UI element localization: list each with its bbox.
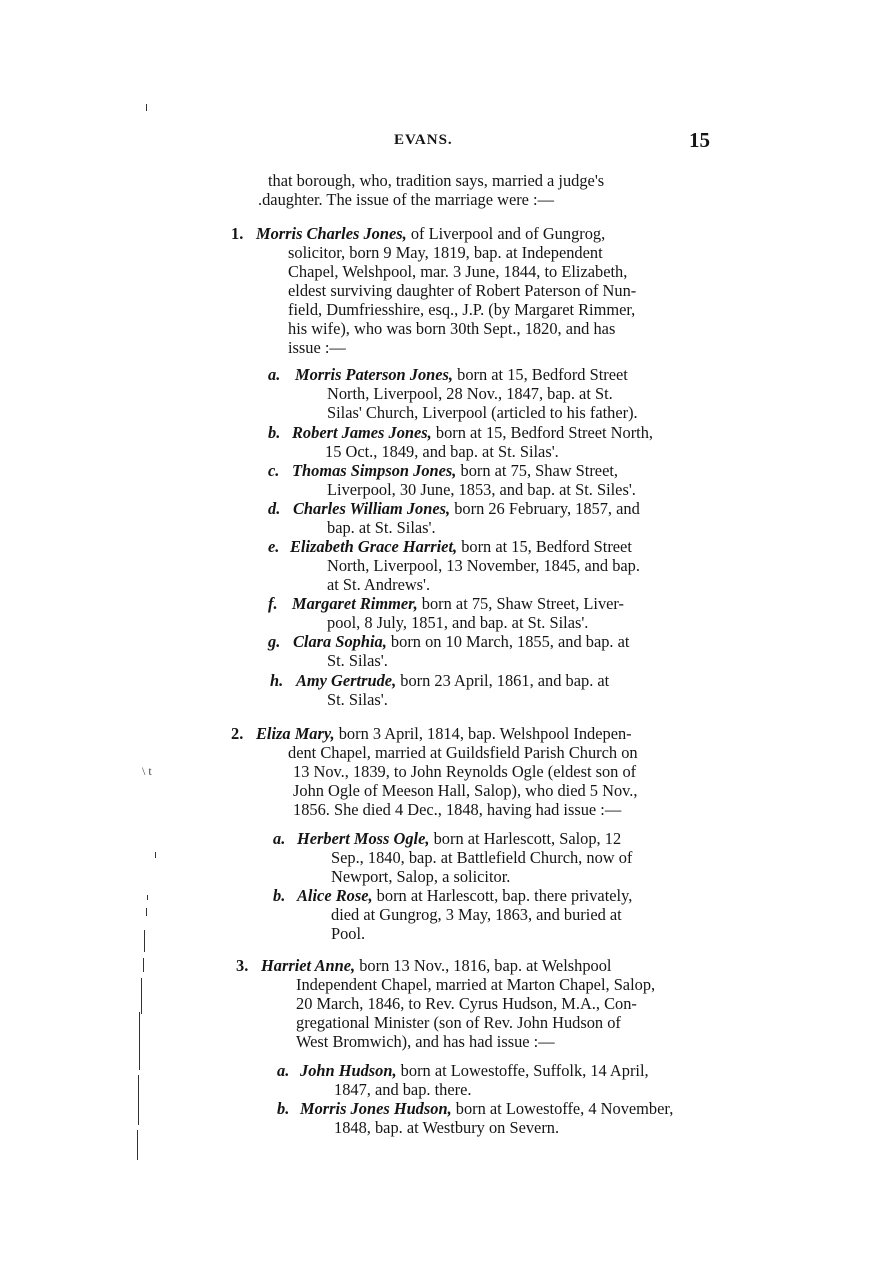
child-heading [295, 365, 628, 384]
entry-line: 13 Nov., 1839, to John Reynolds Ogle (eldest son of [293, 762, 637, 781]
child-text: born at 15, Bedford Street [457, 537, 632, 556]
child-heading [292, 594, 624, 613]
child-text: born 26 February, 1857, and [450, 499, 640, 518]
child-heading [292, 423, 653, 442]
child-line: Liverpool, 30 June, 1853, and bap. at St. Siles'. [327, 480, 636, 499]
child-letter: h. [270, 671, 284, 690]
person-name: Morris Charles Jones, [256, 224, 407, 243]
person-name: Harriet Anne, [261, 956, 356, 975]
child-text: born on 10 March, 1855, and bap. at [386, 632, 630, 651]
scan-mark [138, 1075, 139, 1125]
intro-line: .daughter. The issue of the marriage were :— [258, 190, 554, 209]
child-line: 1848, bap. at Westbury on Severn. [334, 1118, 560, 1137]
child-heading [297, 829, 621, 848]
child-line: St. Silas'. [327, 651, 388, 670]
child-letter: b. [277, 1099, 290, 1118]
entry-line: issue :— [288, 338, 346, 357]
person-name: Morris Paterson Jones, [295, 365, 454, 384]
child-text: born at 15, Bedford Street North, [431, 423, 654, 442]
child-heading [293, 632, 629, 651]
person-name: Herbert Moss Ogle, [297, 829, 430, 848]
running-head: EVANS. [394, 132, 453, 148]
person-name: Alice Rose, [297, 886, 373, 905]
child-heading [300, 1061, 649, 1080]
person-name: Thomas Simpson Jones, [292, 461, 457, 480]
entry-line: dent Chapel, married at Guildsfield Parish Church on [288, 743, 638, 762]
child-heading [290, 537, 632, 556]
entry-number: 2. [231, 724, 244, 743]
child-text: born at Lowestoffe, Suffolk, 14 April, [396, 1061, 649, 1080]
page-number: 15 [689, 128, 710, 152]
child-line: 1847, and bap. there. [334, 1080, 472, 1099]
child-letter: d. [268, 499, 281, 518]
entry-heading [261, 956, 611, 975]
child-letter: c. [268, 461, 280, 480]
child-line: Pool. [331, 924, 366, 943]
child-heading [292, 461, 618, 480]
child-text: born at 75, Shaw Street, Liver- [417, 594, 625, 613]
child-text: born at 15, Bedford Street [453, 365, 628, 384]
child-line: Newport, Salop, a solicitor. [331, 867, 511, 886]
entry-text: born 3 April, 1814, bap. Welshpool Indepen- [334, 724, 632, 743]
entry-line: field, Dumfriesshire, esq., J.P. (by Margaret Rimmer, [288, 300, 636, 319]
child-letter: b. [273, 886, 286, 905]
child-text: born at 75, Shaw Street, [456, 461, 619, 480]
child-heading [297, 886, 632, 905]
scan-mark [144, 930, 145, 952]
entry-number: 1. [231, 224, 244, 243]
child-line: Silas' Church, Liverpool (articled to his father). [327, 403, 638, 422]
child-text: born 23 April, 1861, and bap. at [396, 671, 610, 690]
entry-number: 3. [236, 956, 249, 975]
person-name: Margaret Rimmer, [292, 594, 418, 613]
child-letter: f. [268, 594, 278, 613]
entry-line: Independent Chapel, married at Marton Chapel, Salop, [296, 975, 656, 994]
child-letter: a. [277, 1061, 290, 1080]
person-name: Morris Jones Hudson, [300, 1099, 452, 1118]
child-line: died at Gungrog, 3 May, 1863, and buried at [331, 905, 622, 924]
child-letter: a. [273, 829, 286, 848]
entry-line: eldest surviving daughter of Robert Paterson of Nun- [288, 281, 637, 300]
entry-line: West Bromwich), and has had issue :— [296, 1032, 555, 1051]
entry-line: gregational Minister (son of Rev. John Hudson of [296, 1013, 621, 1032]
entry-heading [256, 724, 632, 743]
entry-heading [256, 224, 605, 243]
child-letter: e. [268, 537, 280, 556]
entry-line: 1856. She died 4 Dec., 1848, having had issue :— [293, 800, 622, 819]
child-letter: b. [268, 423, 281, 442]
person-name: John Hudson, [300, 1061, 397, 1080]
child-text: born at Harlescott, Salop, 12 [429, 829, 622, 848]
person-name: Charles William Jones, [293, 499, 451, 518]
scan-mark [139, 1012, 140, 1070]
entry-line: his wife), who was born 30th Sept., 1820, and has [288, 319, 616, 338]
child-line: at St. Andrews'. [327, 575, 431, 594]
child-line: St. Silas'. [327, 690, 388, 709]
child-line: pool, 8 July, 1851, and bap. at St. Silas'. [327, 613, 589, 632]
entry-line: Chapel, Welshpool, mar. 3 June, 1844, to Elizabeth, [288, 262, 628, 281]
margin-scrap: \ t [142, 764, 152, 778]
entry-line: 20 March, 1846, to Rev. Cyrus Hudson, M.A., Con- [296, 994, 637, 1013]
scan-mark [147, 895, 148, 900]
child-line: North, Liverpool, 13 November, 1845, and bap. [327, 556, 640, 575]
person-name: Robert James Jones, [292, 423, 432, 442]
scan-mark [141, 978, 142, 1014]
child-heading [293, 499, 640, 518]
child-letter: g. [268, 632, 281, 651]
scan-mark [137, 1130, 138, 1160]
intro-line: that borough, who, tradition says, married a judge's [268, 171, 605, 190]
child-text: born at Harlescott, bap. there privately, [372, 886, 633, 905]
child-line: North, Liverpool, 28 Nov., 1847, bap. at St. [327, 384, 613, 403]
child-heading [300, 1099, 673, 1118]
scan-mark [155, 852, 156, 858]
entry-line: John Ogle of Meeson Hall, Salop), who died 5 Nov., [293, 781, 638, 800]
child-line: bap. at St. Silas'. [327, 518, 436, 537]
person-name: Eliza Mary, [256, 724, 335, 743]
entry-text: of Liverpool and of Gungrog, [406, 224, 606, 243]
person-name: Clara Sophia, [293, 632, 387, 651]
person-name: Elizabeth Grace Harriet, [290, 537, 458, 556]
page-header [268, 128, 710, 152]
scan-mark [146, 908, 147, 916]
scan-mark [146, 104, 147, 111]
child-letter: a. [268, 365, 281, 384]
child-text: born at Lowestoffe, 4 November, [451, 1099, 674, 1118]
entry-line: solicitor, born 9 May, 1819, bap. at Independent [288, 243, 603, 262]
child-line: 15 Oct., 1849, and bap. at St. Silas'. [325, 442, 559, 461]
scan-mark [143, 958, 144, 972]
child-line: Sep., 1840, bap. at Battlefield Church, now of [331, 848, 633, 867]
child-heading [296, 671, 609, 690]
person-name: Amy Gertrude, [296, 671, 397, 690]
entry-text: born 13 Nov., 1816, bap. at Welshpool [355, 956, 612, 975]
